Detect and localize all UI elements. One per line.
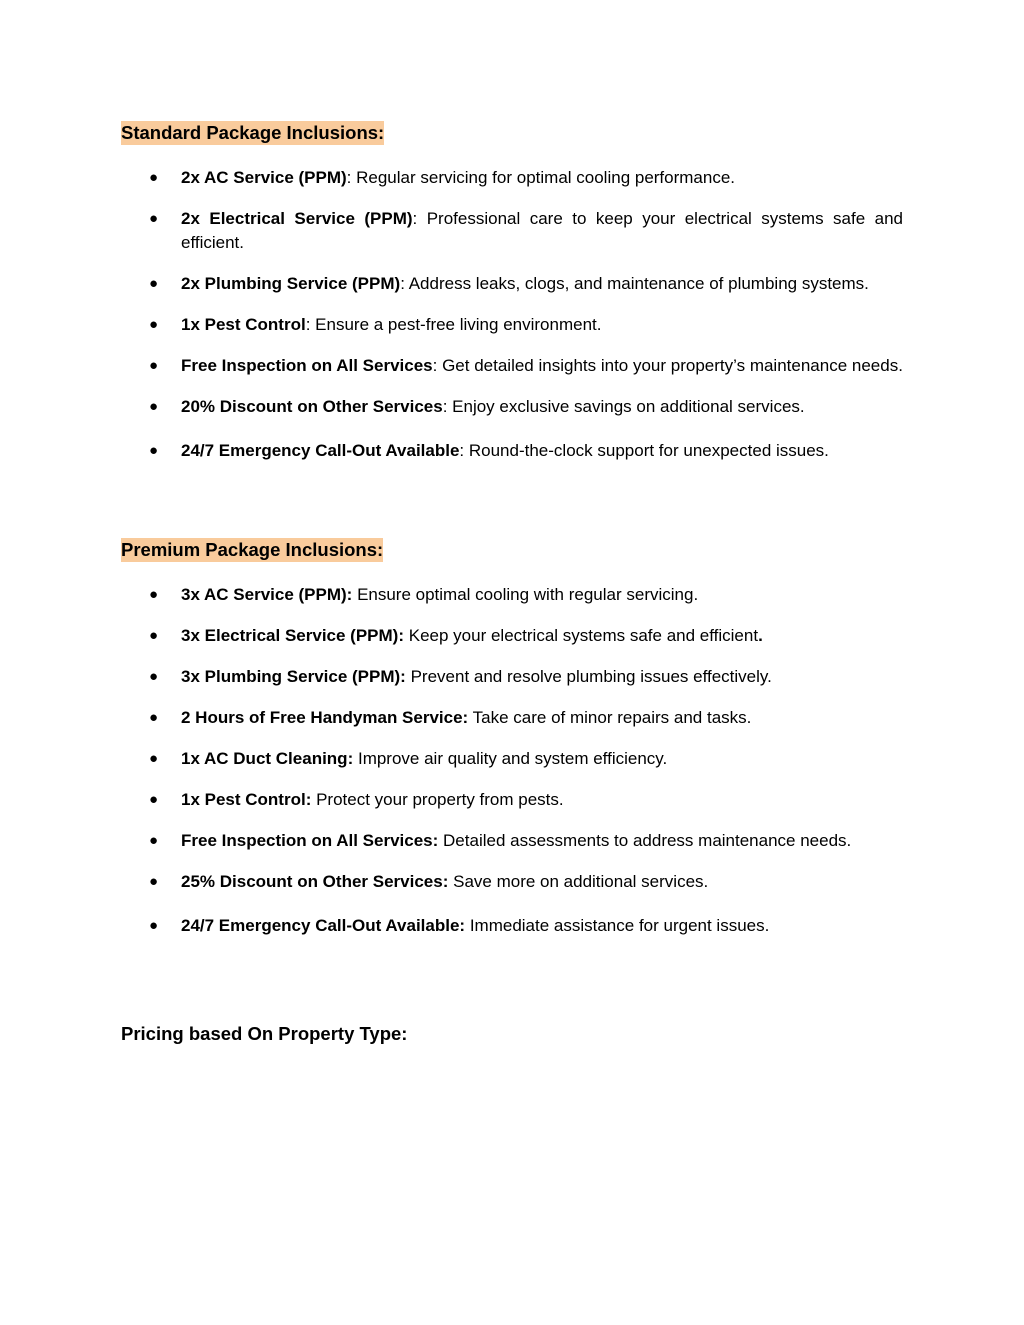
item-term: 1x Pest Control: [181, 790, 312, 809]
pricing-heading: Pricing based On Property Type: [121, 1023, 408, 1044]
item-term: 2x Electrical Service (PPM) [181, 209, 413, 228]
bullet-icon: ● [149, 398, 159, 415]
list-item [0, 439, 903, 463]
bullet-icon: ● [149, 709, 159, 726]
item-separator: : [442, 397, 453, 416]
bullet-icon: ● [149, 586, 159, 603]
item-separator: : [412, 209, 427, 228]
bullet-icon: ● [149, 750, 159, 767]
item-description: Prevent and resolve plumbing issues effectively. [410, 667, 772, 686]
item-description: Get detailed insights into your property’s maintenance needs. [442, 356, 903, 375]
item-term: 25% Discount on Other Services: [181, 872, 449, 891]
list-item [0, 747, 903, 771]
item-tail: . [758, 626, 763, 645]
list-item [0, 272, 903, 296]
list-item [0, 207, 903, 255]
list-item [0, 706, 903, 730]
bullet-icon: ● [149, 791, 159, 808]
list-item [0, 870, 903, 894]
premium-package-list [0, 583, 1024, 955]
item-description: Ensure optimal cooling with regular servicing. [357, 585, 699, 604]
bullet-icon: ● [149, 832, 159, 849]
bullet-icon: ● [149, 169, 159, 186]
item-term: 1x Pest Control [181, 315, 306, 334]
list-item [0, 583, 903, 607]
item-separator: : [432, 356, 443, 375]
list-item [0, 914, 903, 938]
item-separator: : [305, 315, 316, 334]
item-term: 24/7 Emergency Call-Out Available [181, 441, 460, 460]
list-item [0, 166, 903, 190]
item-term: 3x Plumbing Service (PPM): [181, 667, 406, 686]
bullet-icon: ● [149, 210, 159, 227]
item-description: Round-the-clock support for unexpected issues. [468, 441, 829, 460]
premium-package-heading-text: Premium Package Inclusions: [121, 539, 384, 560]
bullet-icon: ● [149, 668, 159, 685]
item-separator: : [400, 274, 409, 293]
bullet-icon: ● [149, 627, 159, 644]
item-term: 1x AC Duct Cleaning: [181, 749, 354, 768]
item-term: 2 Hours of Free Handyman Service: [181, 708, 469, 727]
list-item [0, 354, 903, 378]
item-term: 3x Electrical Service (PPM): [181, 626, 405, 645]
item-description: Save more on additional services. [453, 872, 709, 891]
item-description: Immediate assistance for urgent issues. [469, 916, 770, 935]
item-description: Professional care to keep your electrical systems safe and efficient. [181, 209, 903, 252]
item-description: Take care of minor repairs and tasks. [472, 708, 752, 727]
item-term: Free Inspection on All Services: [181, 831, 439, 850]
item-term: 3x AC Service (PPM): [181, 585, 353, 604]
item-term: 2x Plumbing Service (PPM) [181, 274, 401, 293]
item-description: Ensure a pest-free living environment. [315, 315, 602, 334]
standard-package-list [0, 166, 1024, 480]
standard-package-heading [121, 121, 384, 145]
bullet-icon: ● [149, 917, 159, 934]
item-term: Free Inspection on All Services [181, 356, 433, 375]
list-item [0, 395, 903, 419]
item-description: Improve air quality and system efficiency. [357, 749, 668, 768]
standard-package-heading-text: Standard Package Inclusions: [121, 122, 385, 143]
premium-package-heading [121, 538, 383, 562]
item-separator: : [346, 168, 357, 187]
bullet-icon: ● [149, 357, 159, 374]
item-description: Keep your electrical systems safe and efficient [408, 626, 759, 645]
item-term: 2x AC Service (PPM) [181, 168, 347, 187]
item-description: Enjoy exclusive savings on additional services. [452, 397, 805, 416]
list-item [0, 788, 903, 812]
item-description: Protect your property from pests. [316, 790, 564, 809]
item-separator: : [459, 441, 469, 460]
bullet-icon: ● [149, 316, 159, 333]
item-description: Regular servicing for optimal cooling performance. [356, 168, 736, 187]
list-item [0, 665, 903, 689]
list-item [0, 313, 903, 337]
item-term: 24/7 Emergency Call-Out Available: [181, 916, 466, 935]
list-item [0, 829, 903, 853]
list-item [0, 624, 903, 648]
item-description: Detailed assessments to address maintenance needs. [443, 831, 852, 850]
bullet-icon: ● [149, 873, 159, 890]
bullet-icon: ● [149, 442, 159, 459]
item-term: 20% Discount on Other Services [181, 397, 443, 416]
bullet-icon: ● [149, 275, 159, 292]
item-description: Address leaks, clogs, and maintenance of plumbing systems. [408, 274, 869, 293]
